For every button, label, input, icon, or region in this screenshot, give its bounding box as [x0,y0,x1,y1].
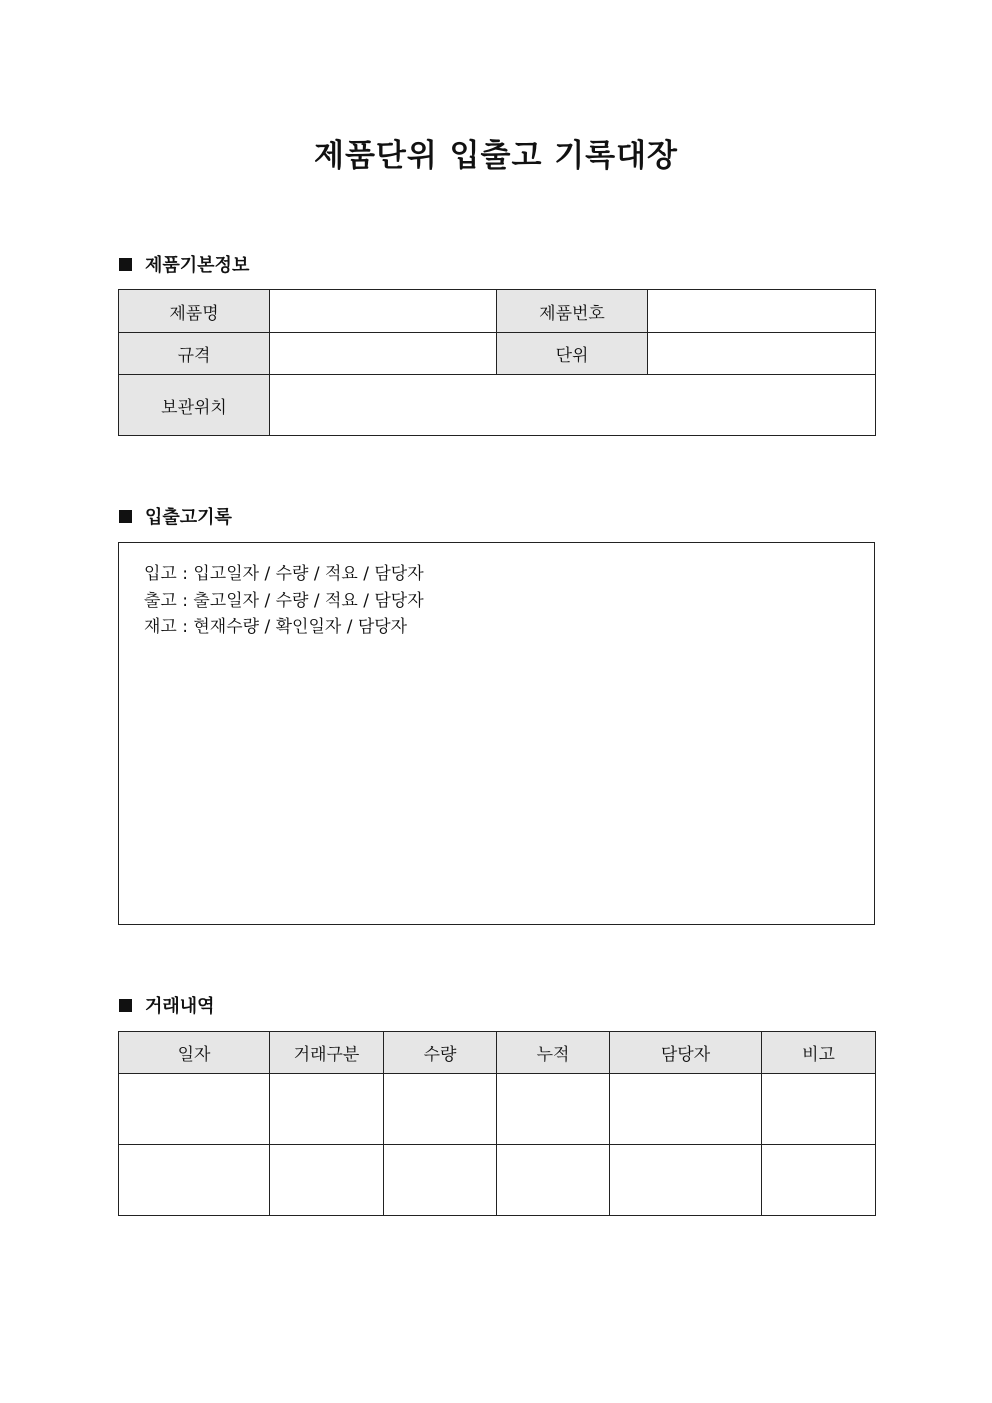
storage-location-field[interactable] [270,375,876,436]
table-cell[interactable] [610,1074,762,1145]
filled-square-icon [119,999,132,1012]
io-record-box[interactable] [118,542,875,925]
product-name-field[interactable] [270,290,497,333]
table-cell[interactable] [762,1145,876,1216]
table-cell[interactable] [119,1074,270,1145]
section-heading-label: 제품기본정보 [145,255,250,276]
document-title: 제품단위 입출고 기록대장 [314,138,678,174]
table-cell[interactable] [762,1074,876,1145]
table-cell[interactable] [270,1145,384,1216]
table-cell[interactable] [384,1145,497,1216]
io-record-line-inbound: 입고 : 입고일자 / 수량 / 적요 / 담당자 [144,564,424,584]
table-cell[interactable] [497,1145,610,1216]
filled-square-icon [119,510,132,523]
table-cell[interactable] [610,1145,762,1216]
unit-field[interactable] [648,333,876,375]
basic-info-table [118,289,876,436]
section-heading-transactions [119,992,215,1018]
column-header-quantity: 수량 [384,1032,497,1074]
column-header-remarks: 비고 [762,1032,876,1074]
table-cell[interactable] [119,1145,270,1216]
section-heading-basic-info [119,251,249,277]
filled-square-icon [119,258,132,271]
section-heading-label: 입출고기록 [145,507,232,528]
table-cell[interactable] [497,1074,610,1145]
column-header-cumulative: 누적 [497,1032,610,1074]
spec-field[interactable] [270,333,497,375]
table-row [119,1074,876,1145]
io-record-line-stock: 재고 : 현재수량 / 확인일자 / 담당자 [144,617,408,637]
storage-location-label: 보관위치 [119,375,270,436]
product-number-label: 제품번호 [497,290,648,333]
product-number-field[interactable] [648,290,876,333]
spec-label: 규격 [119,333,270,375]
column-header-manager: 담당자 [610,1032,762,1074]
transactions-table [118,1031,876,1216]
section-heading-label: 거래내역 [145,996,215,1017]
io-record-guide [144,561,424,641]
column-header-date: 일자 [119,1032,270,1074]
table-cell[interactable] [384,1074,497,1145]
column-header-type: 거래구분 [270,1032,384,1074]
table-cell[interactable] [270,1074,384,1145]
product-name-label: 제품명 [119,290,270,333]
unit-label: 단위 [497,333,648,375]
table-header-row [119,1032,876,1074]
table-row [119,1145,876,1216]
section-heading-io-record [119,503,232,529]
io-record-line-outbound: 출고 : 출고일자 / 수량 / 적요 / 담당자 [144,590,424,611]
